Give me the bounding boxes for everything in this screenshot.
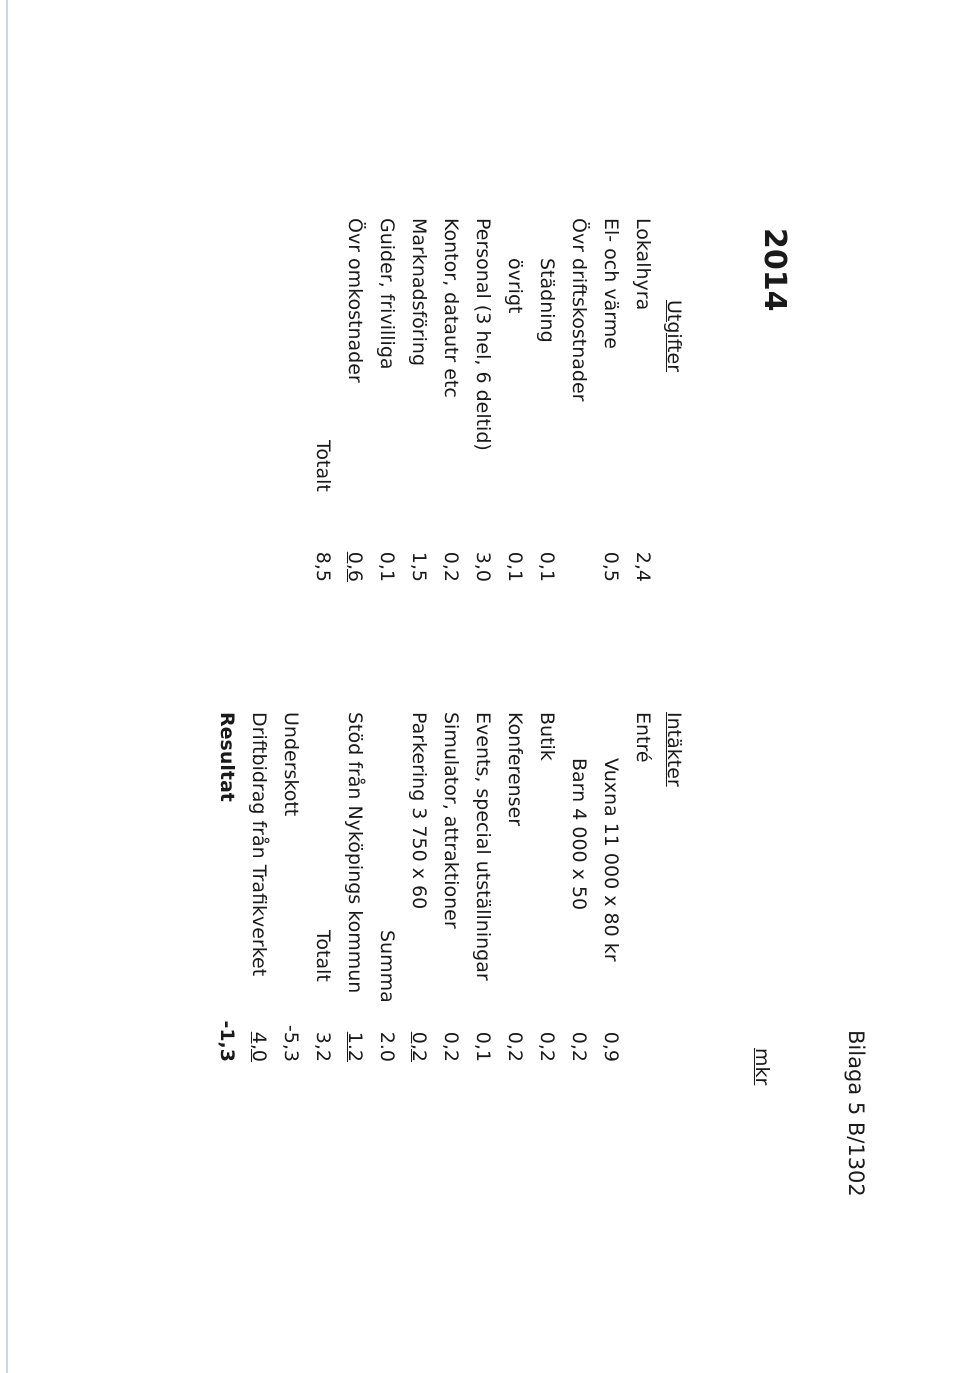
- income-sum-label: Summa: [376, 930, 398, 1003]
- expense-value: 2,4: [632, 551, 654, 582]
- expense-value: 1,5: [408, 551, 430, 582]
- income-value: 0,2: [568, 1031, 590, 1062]
- result-value: -1,3: [216, 1020, 238, 1062]
- income-total-value: 3,2: [312, 1031, 334, 1062]
- income-label: Barn 4 000 x 50: [568, 758, 590, 911]
- income-label: Konferenser: [504, 712, 526, 827]
- income-label: Simulator, attraktioner: [440, 712, 462, 929]
- deficit-label: Underskott: [280, 712, 302, 817]
- year-title: 2014: [757, 228, 792, 312]
- expense-label: Städning: [536, 258, 558, 343]
- expense-label: övrigt: [504, 258, 526, 314]
- unit-label: mkr: [751, 1048, 773, 1086]
- income-value: 0,2: [504, 1031, 526, 1062]
- income-label: Butik: [536, 712, 558, 761]
- expense-value: 0,2: [440, 551, 462, 582]
- income-label: Entré: [632, 712, 654, 763]
- expense-value: 0,1: [376, 551, 398, 582]
- deficit-value: -5,3: [280, 1024, 302, 1062]
- expense-value: 3,0: [472, 551, 494, 582]
- expense-label: Guider, frivilliga: [376, 218, 398, 370]
- income-value: 0,2: [440, 1031, 462, 1062]
- appendix-reference: Bilaga 5 B/1302: [844, 1030, 868, 1197]
- expense-label: Lokalhyra: [632, 218, 654, 311]
- expense-label: Marknadsföring: [408, 218, 430, 367]
- expense-value: 0,1: [504, 551, 526, 582]
- expense-value: 0,5: [600, 551, 622, 582]
- expenses-heading: Utgifter: [663, 300, 685, 373]
- operating-grant-value: 4,0: [248, 1031, 270, 1062]
- income-label: Parkering 3 750 x 60: [408, 712, 430, 910]
- income-heading: Intäkter: [663, 712, 685, 787]
- expense-value: 0,6: [344, 551, 366, 582]
- municipal-support-value: 1.2: [344, 1031, 366, 1062]
- income-value: 0,9: [600, 1031, 622, 1062]
- expense-value: 0,1: [536, 551, 558, 582]
- operating-grant-label: Driftbidrag från Trafikverket: [248, 712, 270, 977]
- income-label: Vuxna 11 000 x 80 kr: [600, 758, 622, 962]
- result-label: Resultat: [216, 712, 238, 802]
- expense-label: El- och värme: [600, 218, 622, 349]
- expense-label: Personal (3 hel, 6 deltid): [472, 218, 494, 451]
- income-value: 0,2: [408, 1031, 430, 1062]
- municipal-support-label: Stöd från Nyköpings kommun: [344, 712, 366, 994]
- expense-label: Kontor, datautr etc: [440, 218, 462, 398]
- expense-label: Övr omkostnader: [344, 218, 366, 383]
- income-value: 0,2: [536, 1031, 558, 1062]
- income-total-label: Totalt: [312, 930, 334, 982]
- expense-label: Övr driftskostnader: [568, 218, 590, 402]
- income-sum-value: 2.0: [376, 1031, 398, 1062]
- income-value: 0,1: [472, 1031, 494, 1062]
- expenses-total-label: Totalt: [312, 440, 334, 492]
- income-label: Events, special utställningar: [472, 712, 494, 981]
- expenses-total-value: 8,5: [312, 551, 334, 582]
